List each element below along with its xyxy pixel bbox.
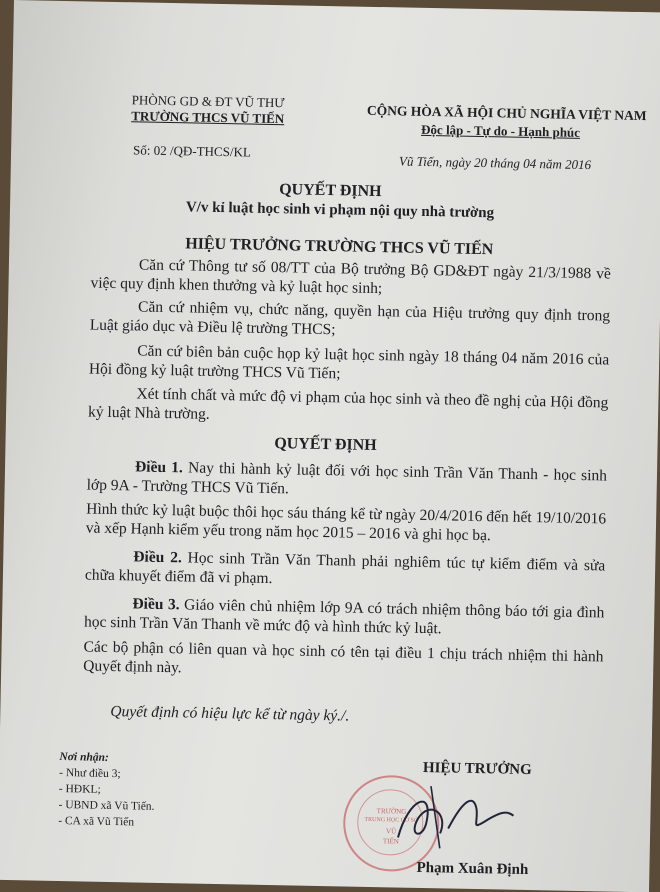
recipient-item: - CA xã Vũ Tiến: [58, 815, 135, 829]
article-3-text: Giáo viên chủ nhiệm lớp 9A có trách nhiệm thông báo tới gia đình học sinh Trần Văn Thanh về mức độ và hình thức kỷ luật.: [83, 596, 605, 638]
preamble-paragraph: Căn cứ biên bản cuộc họp kỷ luật học sinh ngày 18 tháng 04 năm 2016 của Hội đồng kỷ luật trường THCS Vũ Tiến;: [88, 342, 610, 383]
effective-statement: Quyết định có hiệu lực kể từ ngày ký./.: [110, 702, 350, 725]
document-title: QUYẾT ĐỊNH: [279, 181, 382, 201]
article-3: [84, 593, 605, 641]
recipient-item: - HĐKL;: [58, 783, 101, 796]
article-1: [87, 456, 608, 504]
department-name: PHÒNG GD & ĐT VŨ THƯ: [131, 92, 285, 111]
signer-name: Phạm Xuân Định: [416, 859, 529, 879]
preamble-paragraph: Xét tính chất và mức độ vi phạm của học sinh và theo đề nghị của Hội đồng kỷ luật Nhà trường.: [87, 385, 609, 423]
article-1-label: Điều 1.: [134, 458, 184, 477]
article-2: [85, 546, 606, 594]
country-name: CỘNG HÒA XÃ HỘI CHỦ NGHĨA VIỆT NAM: [366, 102, 647, 124]
school-name: TRƯỜNG THCS VŨ TIẾN: [131, 108, 285, 127]
article-2-label: Điều 2.: [133, 548, 182, 567]
document-date: Vũ Tiến, ngày 20 tháng 04 năm 2016: [398, 153, 592, 173]
preamble-paragraph: Căn cứ Thông tư số 08/TT của Bộ trưởng Bộ GD&ĐT ngày 21/3/1988 về việc quy định khen thưởng và kỷ luật học sinh;: [90, 256, 612, 298]
official-stamp: TRƯỜNG TRUNG HỌC CƠ SỞ VŨ TIẾN: [342, 774, 440, 872]
recipients-label: Nơi nhận:: [59, 751, 109, 764]
decision-heading: QUYẾT ĐỊNH: [274, 435, 377, 455]
article-1-penalty: Hình thức kỷ luật buộc thôi học sáu tháng kể từ ngày 20/4/2016 đến hết 19/10/2016 và xếp Hạnh kiểm yếu trong năm học 2015 – 2016 và ghi học bạ.: [85, 500, 607, 545]
document-number: Số: 02 /QĐ-THCS/KL: [133, 142, 252, 160]
recipient-item: - UBND xã Vũ Tiến.: [58, 799, 155, 813]
article-3-label: Điều 3.: [132, 595, 180, 614]
issuing-authority: HIỆU TRƯỞNG TRƯỜNG THCS VŨ TIẾN: [185, 235, 494, 259]
motto: Độc lập - Tự do - Hạnh phúc: [420, 121, 581, 140]
article-3-execution: Các bộ phận có liên quan và học sinh có tên tại điều 1 chịu trách nhiệm thi hành Quyết định này.: [83, 638, 604, 677]
document-subtitle: V/v kỉ luật học sinh vi phạm nội quy nhà trường: [185, 199, 495, 222]
handwritten-signature: [378, 777, 530, 860]
article-1-text: Nay thi hành kỷ luật đối với học sinh Trần Văn Thanh - học sinh lớp 9A - Trường THCS Vũ Tiến.: [86, 459, 608, 498]
preamble-paragraph: Căn cứ nhiệm vụ, chức năng, quyền hạn của Hiệu trưởng quy định trong Luật giáo dục và Điều lệ trường THCS;: [89, 298, 611, 339]
signer-role: HIỆU TRƯỞNG: [422, 759, 532, 779]
recipient-item: - Như điều 3;: [59, 767, 121, 781]
article-2-text: Học sinh Trần Văn Thanh phải nghiêm túc tự kiểm điểm và sửa chữa khuyết điểm đã vi phạm.: [84, 549, 606, 588]
